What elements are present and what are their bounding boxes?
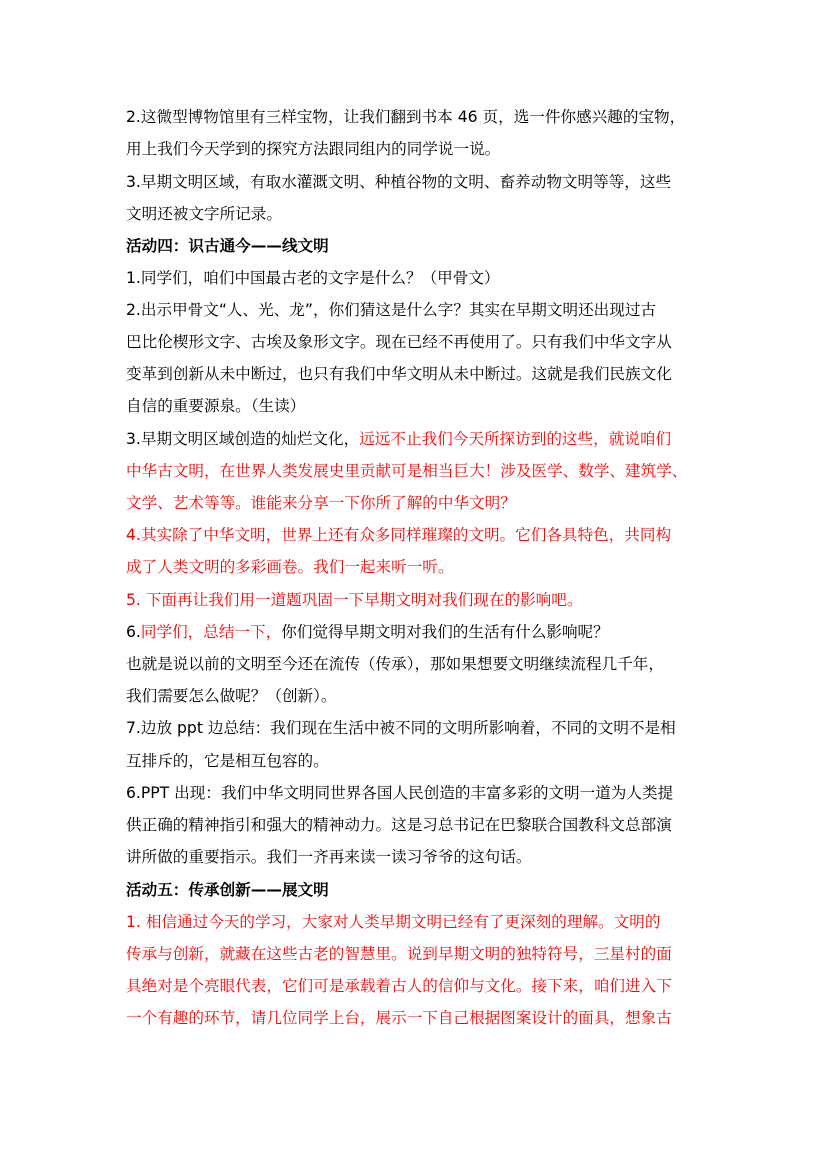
text-segment: 供正确的精神指引和强大的精神动力。这是习总书记在巴黎联合国教科文总部演 (126, 816, 672, 834)
text-segment: 讲所做的重要指示。我们一齐再来读一读习爷爷的这句话。 (126, 848, 532, 866)
highlighted-text: 成了人类文明的多彩画卷。我们一起来听一听。 (126, 558, 454, 576)
highlighted-text: 文学、艺术等等。谁能来分享一下你所了解的中华文明？ (126, 494, 516, 512)
text-segment: 我们需要怎么做呢？（创新）。 (126, 687, 337, 705)
paragraph-line (126, 204, 706, 224)
paragraph-line (126, 364, 706, 384)
text-segment: 变革到创新从未中断过，也只有我们中华文明从未中断过。这就是我们民族文化 (126, 365, 672, 383)
highlighted-text: 4.其实除了中华文明，世界上还有众多同样璀璨的文明。它们各具特色，共同构 (126, 526, 672, 544)
paragraph-line (126, 107, 706, 127)
text-segment: 7.边放 ppt 边总结：我们现在生活中被不同的文明所影响着，不同的文明不是相 (126, 719, 676, 737)
paragraph-line (126, 751, 706, 771)
text-segment: 6.PPT 出现：我们中华文明同世界各国人民创造的丰富多彩的文明一道为人类提 (126, 784, 674, 802)
paragraph-line (126, 1008, 706, 1028)
paragraph-line (126, 847, 706, 867)
text-segment: 1.同学们，咱们中国最古老的文字是什么？（甲骨文） (126, 269, 500, 287)
text-segment: 文明还被文字所记录。 (126, 205, 282, 223)
text-segment: 活动五：传承创新——展文明 (126, 881, 329, 899)
paragraph-line (126, 622, 706, 642)
paragraph-line (126, 429, 706, 449)
paragraph-line (126, 815, 706, 835)
paragraph-line (126, 268, 706, 288)
section-heading (126, 236, 706, 256)
text-segment: 6. (126, 623, 141, 641)
paragraph-line (126, 976, 706, 996)
paragraph-line (126, 590, 706, 610)
highlighted-text: 1. 相信通过今天的学习，大家对人类早期文明已经有了更深刻的理解。文明的 (126, 913, 661, 931)
paragraph-line (126, 172, 706, 192)
text-segment: 3.早期文明区域创造的灿烂文化， (126, 430, 360, 448)
paragraph-line (126, 332, 706, 352)
text-segment: 2.这微型博物馆里有三样宝物，让我们翻到书本 46 页，选一件你感兴趣的宝物， (126, 108, 686, 126)
paragraph-line (126, 139, 706, 159)
highlighted-text: 5. 下面再让我们用一道题巩固一下早期文明对我们现在的影响吧。 (126, 591, 583, 609)
text-segment: 活动四：识古通今——线文明 (126, 237, 329, 255)
paragraph-line (126, 396, 706, 416)
paragraph-line (126, 718, 706, 738)
text-segment: 3.早期文明区域，有取水灌溉文明、种植谷物的文明、畜养动物文明等等，这些 (126, 173, 672, 191)
highlighted-text: 传承与创新，就藏在这些古老的智慧里。说到早期文明的独特符号，三星村的面 (126, 945, 672, 963)
text-segment: 2.出示甲骨文“人、光、龙”，你们猜这是什么字？其实在早期文明还出现过古 (126, 301, 657, 319)
highlighted-text: 具绝对是个亮眼代表，它们可是承载着古人的信仰与文化。接下来，咱们进入下 (126, 977, 672, 995)
paragraph-line (126, 300, 706, 320)
paragraph-line (126, 525, 706, 545)
text-segment: 你们觉得早期文明对我们的生活有什么影响呢？ (281, 623, 609, 641)
highlighted-text: 中华古文明，在世界人类发展史里贡献可是相当巨大！涉及医学、数学、建筑学、 (126, 462, 688, 480)
paragraph-line (126, 783, 706, 803)
highlighted-text: 同学们，总结一下， (140, 623, 282, 641)
paragraph-line (126, 654, 706, 674)
paragraph-line (126, 912, 706, 932)
paragraph-line (126, 493, 706, 513)
text-segment: 也就是说以前的文明至今还在流传（传承），那如果想要文明继续流程几千年， (126, 655, 664, 673)
highlighted-text: 一个有趣的环节，请几位同学上台，展示一下自己根据图案设计的面具，想象古 (126, 1009, 672, 1027)
highlighted-text: 远远不止我们今天所探访到的这些，就说咱们 (359, 430, 672, 448)
text-segment: 自信的重要源泉。（生读） (126, 397, 306, 415)
paragraph-line (126, 686, 706, 706)
text-segment: 互排斥的，它是相互包容的。 (126, 752, 329, 770)
paragraph-line (126, 944, 706, 964)
text-segment: 用上我们今天学到的探究方法跟同组内的同学说一说。 (126, 140, 501, 158)
section-heading (126, 880, 706, 900)
paragraph-line (126, 557, 706, 577)
text-segment: 巴比伦楔形文字、古埃及象形文字。现在已经不再使用了。只有我们中华文字从 (126, 333, 672, 351)
paragraph-line (126, 461, 706, 481)
